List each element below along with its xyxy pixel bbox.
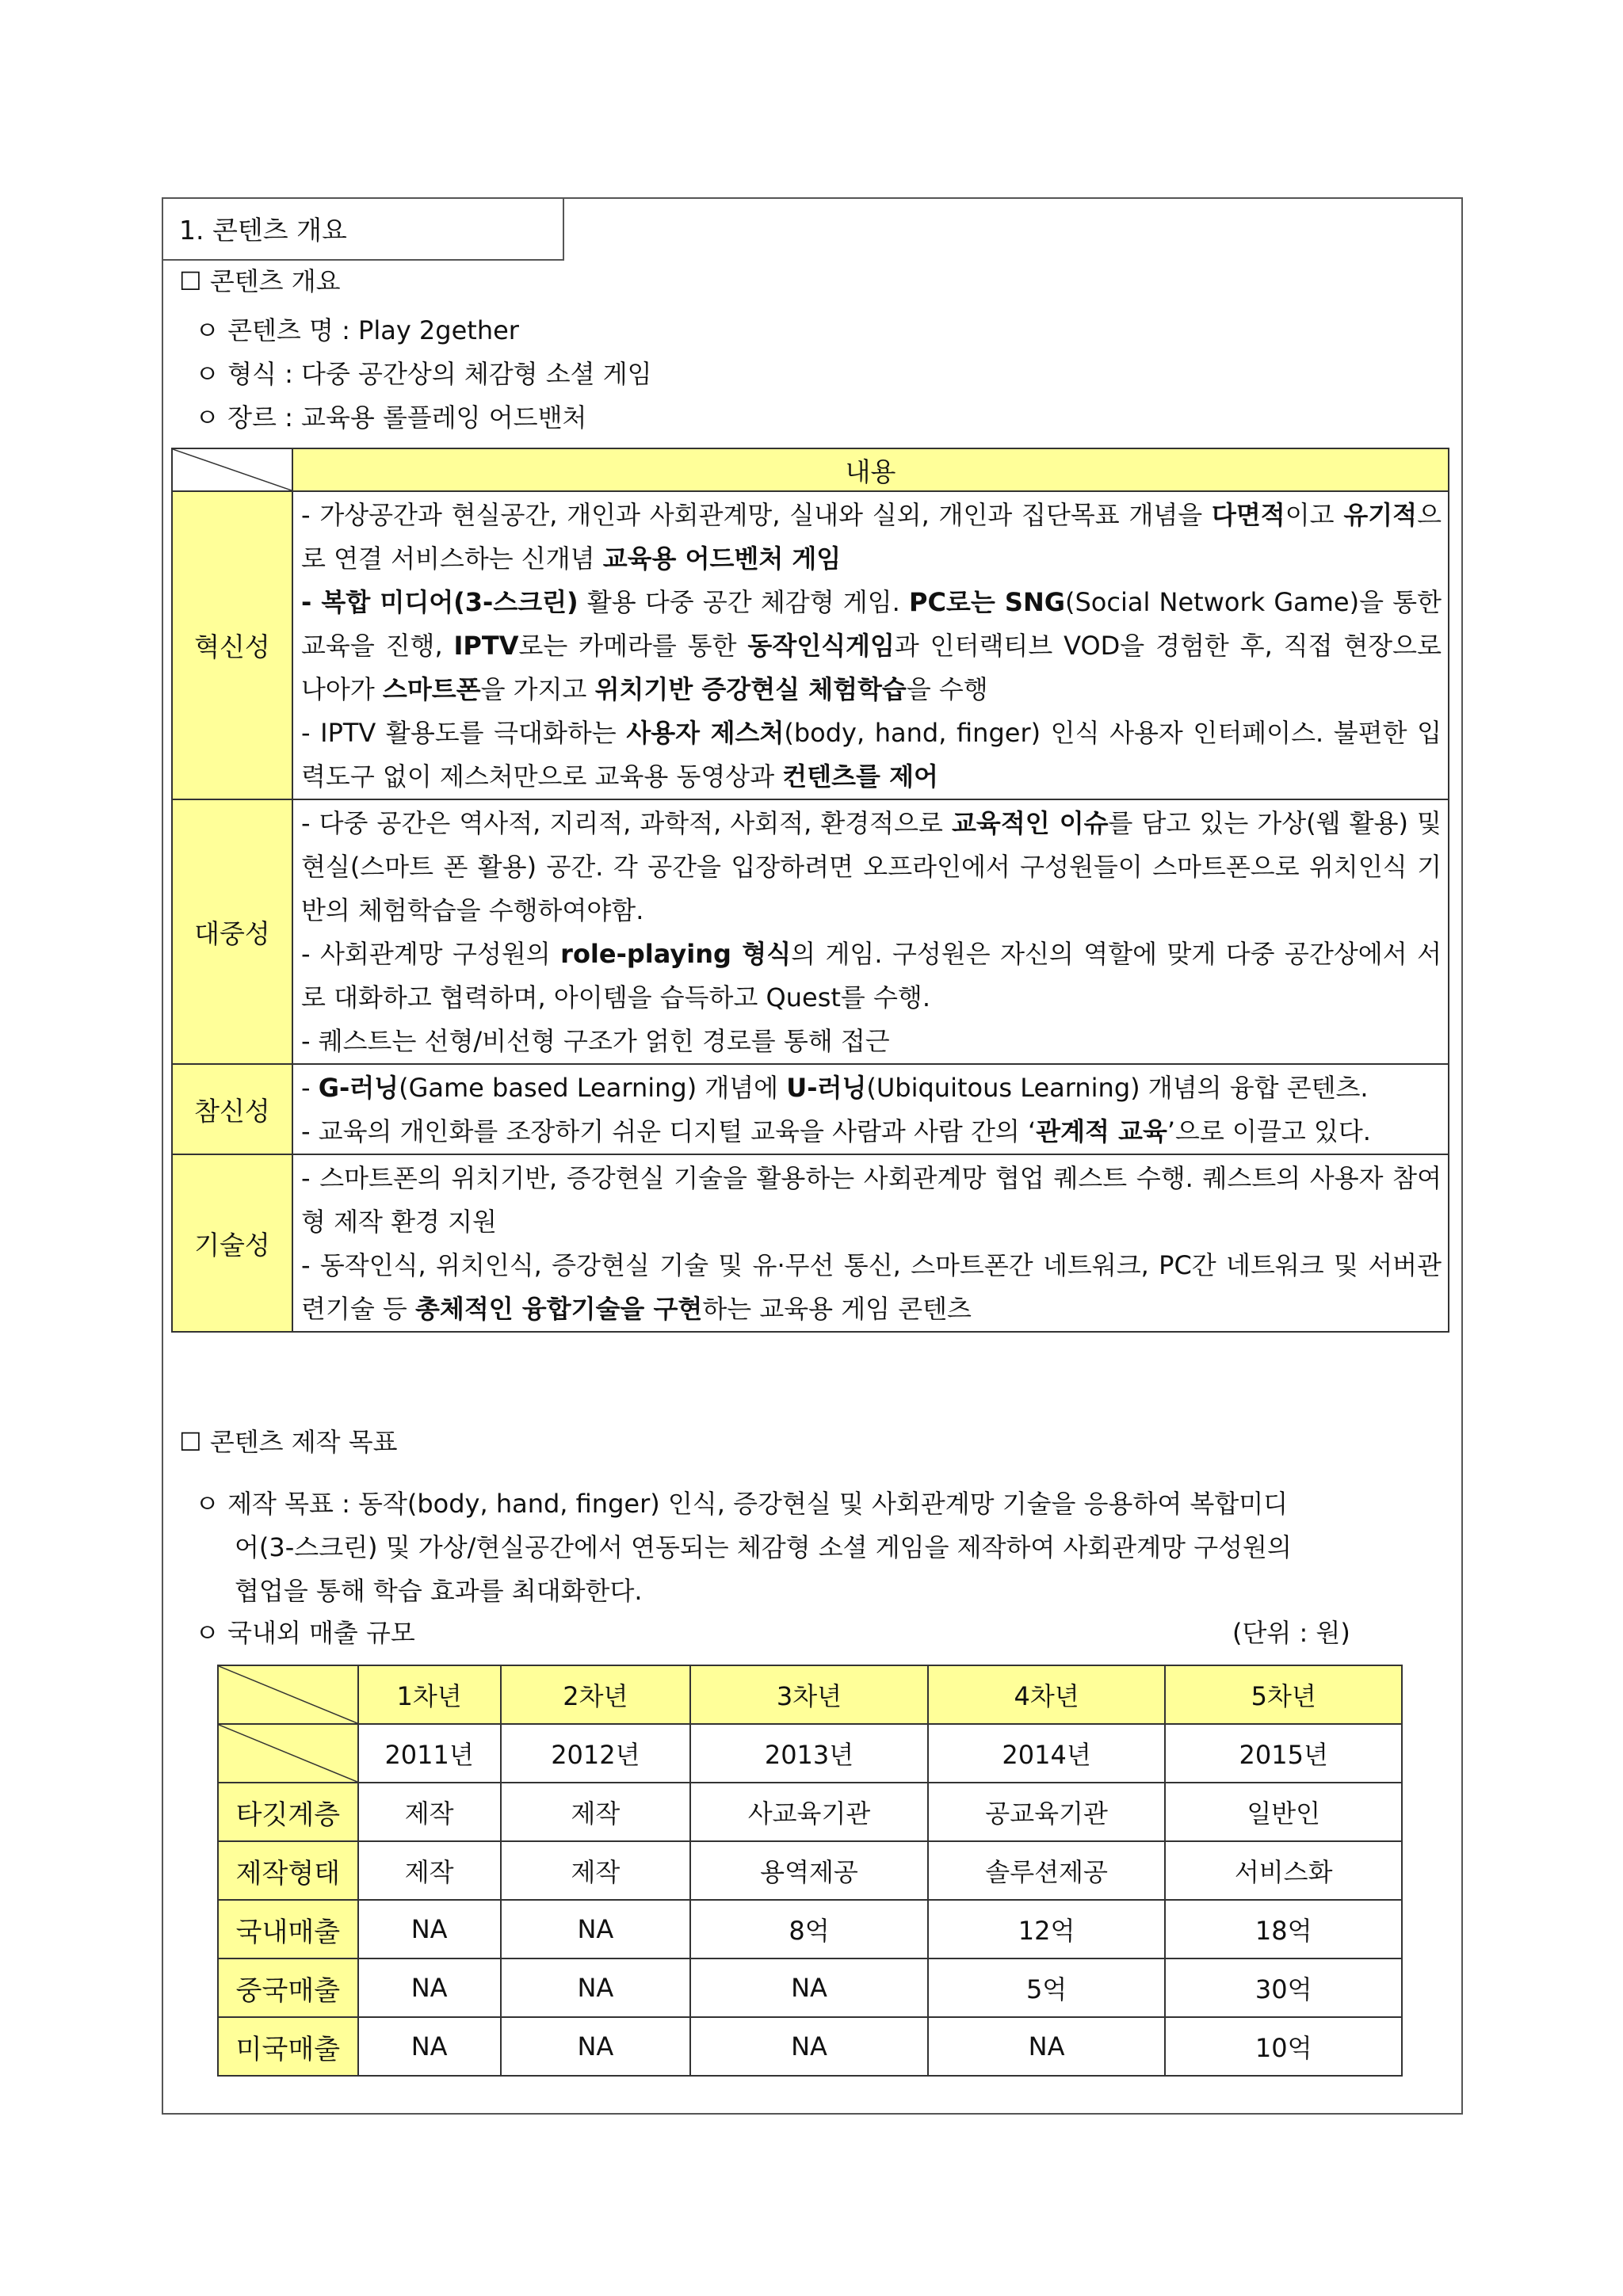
bold-text: 총체적인 융합기술을 구현 <box>415 1294 703 1324</box>
overview-heading: ☐ 콘텐츠 개요 <box>179 266 341 296</box>
row-label-novelty: 참신성 <box>172 1064 292 1154</box>
bold-text: 위치기반 증강현실 체험학습 <box>594 674 907 704</box>
text-run: 를 담고 있는 가상(웹 활용) 및 현실(스마트 폰 활용) 공간. 각 공간을 입장하려면 오프라인에서 구성원들이 스마트폰으로 위치인식 기반의 체험학습을 수행하여야함. <box>301 808 1442 925</box>
sales-cell: NA <box>690 1958 928 2017</box>
sales-corner <box>218 1724 358 1783</box>
sales-cell: NA <box>501 1900 691 1958</box>
text-run: - 가상공간과 현실공간, 개인과 사회관계망, 실내와 실외, 개인과 집단목표 개념을 <box>301 500 1212 530</box>
sales-cell: 제작 <box>501 1841 691 1900</box>
goal-line: ㅇ 제작 목표 : 동작(body, hand, finger) 인식, 증강현실 및 사회관계망 기술을 응용하여 복합미디 <box>195 1489 1289 1519</box>
sales-cell: NA <box>501 2017 691 2076</box>
sales-cell: NA <box>358 1900 501 1958</box>
sales-cell: 8억 <box>690 1900 928 1958</box>
bold-text: 다면적 <box>1211 500 1285 530</box>
row-content-innovation <box>292 491 1449 799</box>
sales-cell: NA <box>358 1958 501 2017</box>
sales-cell: 공교육기관 <box>928 1783 1166 1841</box>
bold-text: 교육용 어드벤처 게임 <box>602 543 842 574</box>
bold-text: G-러닝 <box>318 1073 399 1103</box>
bold-text: 스마트폰 <box>382 674 481 704</box>
sales-cell: 30억 <box>1165 1958 1402 2017</box>
bold-text: PC로는 SNG <box>908 587 1065 617</box>
year-header: 5차년 <box>1165 1665 1402 1724</box>
text-run: - 다중 공간은 역사적, 지리적, 과학적, 사회적, 환경적으로 <box>301 808 952 838</box>
feature-paragraph <box>301 494 1442 581</box>
sales-cell: NA <box>928 2017 1166 2076</box>
calendar-year: 2015년 <box>1165 1724 1402 1783</box>
text-run: 과 인터랙티브 VOD을 경험한 후, 직접 현장으로 나아가 <box>301 631 1442 704</box>
feature-paragraph <box>301 1244 1442 1331</box>
text-run: (body, hand, finger) 인식 사용자 인터페이스. 불편한 입력도구 없이 제스처만으로 교육용 동영상과 <box>301 718 1442 791</box>
text-run: - 사회관계망 구성원의 <box>301 939 561 969</box>
year-header: 3차년 <box>690 1665 928 1724</box>
sales-cell: NA <box>358 2017 501 2076</box>
sales-row-label: 국내매출 <box>218 1900 358 1958</box>
sales-row-label: 중국매출 <box>218 1958 358 2017</box>
calendar-year: 2014년 <box>928 1724 1166 1783</box>
feature-paragraph <box>301 581 1442 711</box>
text-run: ’으로 이끌고 있다. <box>1167 1116 1371 1146</box>
bold-text: 동작인식게임 <box>747 631 895 661</box>
sales-cell: 용역제공 <box>690 1841 928 1900</box>
sales-cell: 12억 <box>928 1900 1166 1958</box>
row-content-novelty <box>292 1064 1449 1154</box>
goal-line: 어(3-스크린) 및 가상/현실공간에서 연동되는 체감형 소셜 게임을 제작하여 사회관계망 구성원의 <box>235 1532 1292 1562</box>
feature-paragraph <box>301 802 1442 933</box>
overview-item-name: ㅇ 콘텐츠 명 : Play 2gether <box>195 315 519 345</box>
text-run: - 스마트폰의 위치기반, 증강현실 기술을 활용하는 사회관계망 협업 퀘스트 수행. 퀘스트의 사용자 참여형 제작 환경 지원 <box>301 1163 1442 1237</box>
feature-paragraph <box>301 933 1442 1020</box>
goals-heading: ☐ 콘텐츠 제작 목표 <box>179 1427 398 1457</box>
bold-text: 교육적인 이슈 <box>952 808 1109 838</box>
sales-cell: 사교육기관 <box>690 1783 928 1841</box>
bold-text: role-playing 형식 <box>560 939 792 969</box>
text-run: (Game based Learning) 개념에 <box>399 1073 787 1103</box>
sales-table <box>217 1665 1403 2077</box>
sales-unit: (단위 : 원) <box>1232 1618 1350 1648</box>
row-label-technology: 기술성 <box>172 1154 292 1332</box>
text-run: - <box>301 1073 319 1103</box>
text-run: - IPTV 활용도를 극대화하는 <box>301 718 627 748</box>
text-run: 하는 교육용 게임 콘텐츠 <box>702 1294 972 1324</box>
feature-paragraph <box>301 1020 1442 1063</box>
sales-corner <box>218 1665 358 1724</box>
text-run: - 교육의 개인화를 조장하기 쉬운 디지털 교육을 사람과 사람 간의 ‘ <box>301 1116 1037 1146</box>
row-label-popularity: 대중성 <box>172 799 292 1064</box>
feature-paragraph <box>301 1157 1442 1244</box>
sales-cell: 서비스화 <box>1165 1841 1402 1900</box>
year-header: 1차년 <box>358 1665 501 1724</box>
sales-row-label: 제작형태 <box>218 1841 358 1900</box>
section-title: 1. 콘텐츠 개요 <box>162 197 564 261</box>
calendar-year: 2012년 <box>501 1724 691 1783</box>
feature-paragraph <box>301 711 1442 799</box>
sales-cell: 5억 <box>928 1958 1166 2017</box>
sales-cell: 솔루션제공 <box>928 1841 1166 1900</box>
year-header: 2차년 <box>501 1665 691 1724</box>
bold-text: - 복합 미디어(3-스크린) <box>301 587 579 617</box>
feature-table-corner <box>172 448 292 491</box>
goal-line: 협업을 통해 학습 효과를 최대화한다. <box>235 1576 643 1606</box>
text-run: (Social Network Game)을 통한 교육을 진행, <box>301 587 1442 661</box>
sales-row-label: 타깃계층 <box>218 1783 358 1841</box>
sales-cell: NA <box>690 2017 928 2076</box>
text-run: 이고 <box>1285 500 1344 530</box>
sales-cell: 제작 <box>358 1783 501 1841</box>
row-content-technology <box>292 1154 1449 1332</box>
row-label-innovation: 혁신성 <box>172 491 292 799</box>
text-run: 활용 다중 공간 체감형 게임. <box>578 587 909 617</box>
overview-item-format: ㅇ 형식 : 다중 공간상의 체감형 소셜 게임 <box>195 359 652 389</box>
sales-cell: 제작 <box>501 1783 691 1841</box>
sales-cell: 10억 <box>1165 2017 1402 2076</box>
text-run: - 동작인식, 위치인식, 증강현실 기술 및 유·무선 통신, 스마트폰간 네트워크, PC간 네트워크 및 서버관련기술 등 <box>301 1250 1442 1324</box>
text-run: 로는 카메라를 통한 <box>518 631 748 661</box>
bold-text: IPTV <box>453 631 519 661</box>
sales-label: ㅇ 국내외 매출 규모 <box>195 1618 415 1648</box>
feature-paragraph <box>301 1110 1442 1154</box>
feature-table <box>171 448 1449 1333</box>
sales-cell: NA <box>501 1958 691 2017</box>
text-run: (Ubiquitous Learning) 개념의 융합 콘텐츠. <box>866 1073 1369 1103</box>
row-content-popularity <box>292 799 1449 1064</box>
sales-row-label: 미국매출 <box>218 2017 358 2076</box>
sales-cell: 18억 <box>1165 1900 1402 1958</box>
text-run: 을 가지고 <box>480 674 595 704</box>
bold-text: 컨텐츠를 제어 <box>782 761 938 791</box>
sales-cell: 일반인 <box>1165 1783 1402 1841</box>
text-run: 을 수행 <box>906 674 988 704</box>
text-run: 으로 연결 서비스하는 신개념 <box>301 500 1442 574</box>
bold-text: 유기적 <box>1343 500 1418 530</box>
text-run: 의 게임. 구성원은 자신의 역할에 맞게 다중 공간상에서 서로 대화하고 협력하며, 아이템을 습득하고 Quest를 수행. <box>301 939 1442 1013</box>
bold-text: 사용자 제스처 <box>626 718 785 748</box>
bold-text: U-러닝 <box>786 1073 867 1103</box>
year-header: 4차년 <box>928 1665 1166 1724</box>
calendar-year: 2013년 <box>690 1724 928 1783</box>
calendar-year: 2011년 <box>358 1724 501 1783</box>
sales-cell: 제작 <box>358 1841 501 1900</box>
feature-table-header: 내용 <box>292 448 1449 491</box>
bold-text: 관계적 교육 <box>1036 1116 1167 1146</box>
feature-paragraph <box>301 1066 1442 1110</box>
text-run: - 퀘스트는 선형/비선형 구조가 얽힌 경로를 통해 접근 <box>301 1026 890 1056</box>
overview-item-genre: ㅇ 장르 : 교육용 롤플레잉 어드밴처 <box>195 402 587 433</box>
